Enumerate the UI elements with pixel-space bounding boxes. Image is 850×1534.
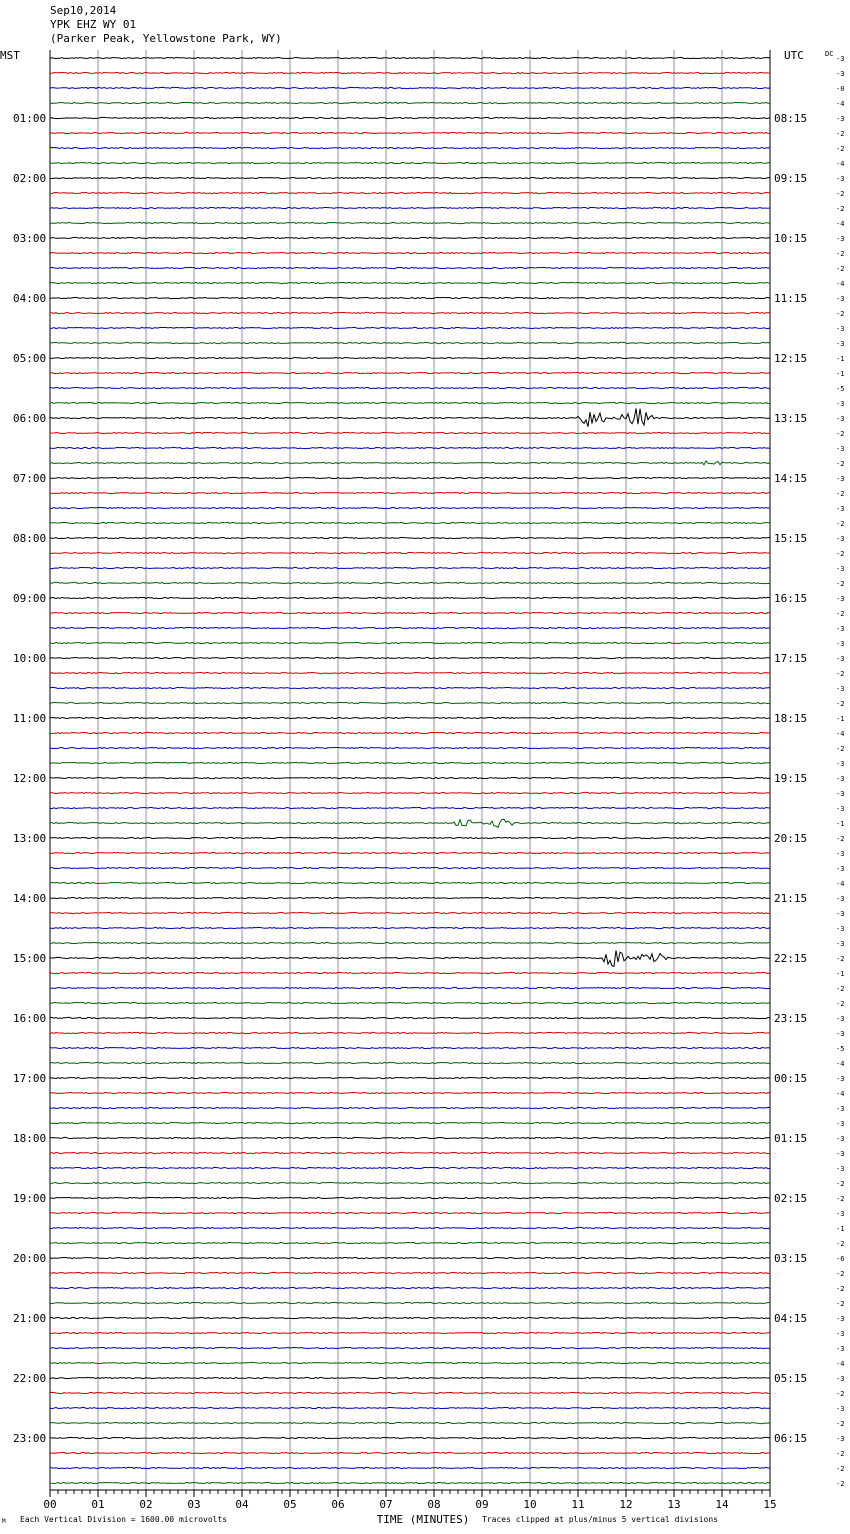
right-hour-label: 15:15 xyxy=(774,532,808,545)
left-hour-label: 03:00 xyxy=(13,232,47,245)
trace-row xyxy=(50,732,770,733)
x-tick-label: 12 xyxy=(619,1498,633,1511)
trace-row xyxy=(50,819,770,827)
left-hour-label: 10:00 xyxy=(13,652,47,665)
left-hour-label: 20:00 xyxy=(13,1252,47,1265)
dc-offset-label: -2 xyxy=(836,1180,845,1188)
x-tick-label: 04 xyxy=(235,1498,249,1511)
trace-row xyxy=(50,1077,770,1078)
trace-row xyxy=(50,327,770,328)
trace-row xyxy=(50,777,770,778)
dc-offset-label: -1 xyxy=(836,820,845,828)
trace-row xyxy=(50,1362,770,1363)
trace-row xyxy=(50,762,770,763)
trace-row xyxy=(50,942,770,943)
trace-row xyxy=(50,792,770,793)
right-hour-label: 17:15 xyxy=(774,652,808,665)
trace-row xyxy=(50,162,770,163)
trace-row xyxy=(50,1137,770,1138)
dc-offset-label: -2 xyxy=(836,745,845,753)
right-hour-label: 03:15 xyxy=(774,1252,808,1265)
dc-offset-label: -2 xyxy=(836,1420,845,1428)
dc-offset-label: -3 xyxy=(836,1210,845,1218)
x-tick-label: 14 xyxy=(715,1498,729,1511)
x-tick-label: 07 xyxy=(379,1498,393,1511)
trace-row xyxy=(50,747,770,748)
right-hour-label: 11:15 xyxy=(774,292,808,305)
dc-offset-label: -3 xyxy=(836,535,845,543)
trace-row xyxy=(50,342,770,343)
trace-row xyxy=(50,507,770,508)
trace-row xyxy=(50,657,770,658)
x-tick-label: 10 xyxy=(523,1498,537,1511)
left-hour-label: 13:00 xyxy=(13,832,47,845)
dc-offset-label: -3 xyxy=(836,1435,845,1443)
trace-row xyxy=(50,132,770,133)
dc-offset-label: -2 xyxy=(836,1480,845,1488)
dc-offset-label: -3 xyxy=(836,1330,845,1338)
dc-offset-label: -4 xyxy=(836,880,845,888)
dc-offset-label: -3 xyxy=(836,1315,845,1323)
right-hour-label: 19:15 xyxy=(774,772,808,785)
left-hour-label: 15:00 xyxy=(13,952,47,965)
dc-offset-label: -6 xyxy=(836,1255,845,1263)
dc-offset-label: -1 xyxy=(836,355,845,363)
dc-offset-label: -3 xyxy=(836,70,845,78)
dc-offset-label: -2 xyxy=(836,1270,845,1278)
trace-row xyxy=(50,1242,770,1243)
right-hour-label: 16:15 xyxy=(774,592,808,605)
trace-row xyxy=(50,1287,770,1288)
right-hour-label: 12:15 xyxy=(774,352,808,365)
dc-offset-label: -3 xyxy=(836,505,845,513)
trace-row xyxy=(50,192,770,193)
trace-row xyxy=(50,1002,770,1003)
dc-offset-label: -3 xyxy=(836,1030,845,1038)
right-hour-label: 01:15 xyxy=(774,1132,808,1145)
dc-offset-label: -2 xyxy=(836,1300,845,1308)
trace-row xyxy=(50,147,770,148)
dc-offset-label: -2 xyxy=(836,610,845,618)
dc-offset-label: -3 xyxy=(836,565,845,573)
dc-offset-label: -3 xyxy=(836,295,845,303)
dc-offset-label: -3 xyxy=(836,55,845,63)
left-hour-label: 16:00 xyxy=(13,1012,47,1025)
dc-offset-label: -2 xyxy=(836,130,845,138)
dc-offset-label: -3 xyxy=(836,1015,845,1023)
trace-row xyxy=(50,1017,770,1018)
dc-offset-label: -3 xyxy=(836,1375,845,1383)
dc-offset-label: -3 xyxy=(836,1075,845,1083)
trace-row xyxy=(50,432,770,433)
left-hour-label: 18:00 xyxy=(13,1132,47,1145)
left-hour-label: 06:00 xyxy=(13,412,47,425)
x-tick-label: 01 xyxy=(91,1498,105,1511)
dc-offset-label: -3 xyxy=(836,685,845,693)
dc-offset-label: -3 xyxy=(836,940,845,948)
trace-row xyxy=(50,372,770,373)
trace-row xyxy=(50,409,770,427)
dc-offset-label: -3 xyxy=(836,1405,845,1413)
dc-offset-label: -2 xyxy=(836,265,845,273)
trace-row xyxy=(50,447,770,448)
trace-row xyxy=(50,207,770,208)
left-hour-label: 23:00 xyxy=(13,1432,47,1445)
dc-offset-label: -3 xyxy=(836,400,845,408)
dc-offset-label: -3 xyxy=(836,910,845,918)
trace-row xyxy=(50,972,770,973)
trace-row xyxy=(50,237,770,238)
trace-row xyxy=(50,297,770,298)
dc-offset-label: -4 xyxy=(836,220,845,228)
dc-offset-label: -3 xyxy=(836,850,845,858)
trace-row xyxy=(50,837,770,838)
right-hour-label: 13:15 xyxy=(774,412,808,425)
dc-offset-label: -3 xyxy=(836,340,845,348)
trace-row xyxy=(50,1332,770,1333)
trace-row xyxy=(50,461,770,465)
dc-offset-label: -2 xyxy=(836,250,845,258)
dc-offset-label: -3 xyxy=(836,790,845,798)
x-axis-title: TIME (MINUTES) xyxy=(376,1513,470,1526)
trace-row xyxy=(50,1227,770,1228)
dc-offset-label: -2 xyxy=(836,520,845,528)
dc-offset-label: -0 xyxy=(836,85,845,93)
dc-offset-label: -3 xyxy=(836,1120,845,1128)
dc-offset-label: -2 xyxy=(836,835,845,843)
trace-row xyxy=(50,612,770,613)
dc-offset-label: -2 xyxy=(836,490,845,498)
dc-offset-label: -3 xyxy=(836,895,845,903)
trace-row xyxy=(50,567,770,568)
trace-row xyxy=(50,912,770,913)
dc-offset-label: -2 xyxy=(836,955,845,963)
right-hour-label: 06:15 xyxy=(774,1432,808,1445)
dc-offset-label: -5 xyxy=(836,1045,845,1053)
dc-offset-label: -1 xyxy=(836,370,845,378)
trace-row xyxy=(50,1377,770,1378)
dc-offset-label: -3 xyxy=(836,415,845,423)
trace-row xyxy=(50,582,770,583)
trace-row xyxy=(50,852,770,853)
left-hour-label: 08:00 xyxy=(13,532,47,545)
station-location: (Parker Peak, Yellowstone Park, WY) xyxy=(50,32,282,45)
left-hour-label: 12:00 xyxy=(13,772,47,785)
left-hour-label: 01:00 xyxy=(13,112,47,125)
right-hour-label: 08:15 xyxy=(774,112,808,125)
trace-row xyxy=(50,1107,770,1108)
dc-offset-label: -2 xyxy=(836,460,845,468)
scale-note: Each Vertical Division = 1600.00 microvolts xyxy=(20,1515,228,1524)
trace-row xyxy=(50,987,770,988)
dc-offset-label: -4 xyxy=(836,100,845,108)
right-hour-label: 09:15 xyxy=(774,172,808,185)
trace-row xyxy=(50,102,770,103)
clip-note: Traces clipped at plus/minus 5 vertical divisions xyxy=(482,1515,719,1524)
dc-offset-label: -3 xyxy=(836,625,845,633)
trace-row xyxy=(50,927,770,928)
x-tick-label: 15 xyxy=(763,1498,777,1511)
trace-row xyxy=(50,1032,770,1033)
dc-offset-label: -2 xyxy=(836,1285,845,1293)
trace-row xyxy=(50,222,770,223)
dc-offset-label: -3 xyxy=(836,655,845,663)
left-hour-label: 14:00 xyxy=(13,892,47,905)
dc-offset-label: -3 xyxy=(836,1150,845,1158)
trace-row xyxy=(50,267,770,268)
x-tick-label: 03 xyxy=(187,1498,201,1511)
trace-row xyxy=(50,1167,770,1168)
right-hour-label: 14:15 xyxy=(774,472,808,485)
trace-row xyxy=(50,950,770,966)
trace-row xyxy=(50,1347,770,1348)
dc-offset-label: -5 xyxy=(836,385,845,393)
trace-row xyxy=(50,642,770,643)
trace-row xyxy=(50,717,770,718)
left-hour-label: 04:00 xyxy=(13,292,47,305)
trace-row xyxy=(50,1047,770,1048)
trace-row xyxy=(50,1482,770,1483)
dc-offset-label: -3 xyxy=(836,775,845,783)
right-hour-label: 05:15 xyxy=(774,1372,808,1385)
traces xyxy=(50,57,770,1483)
x-tick-label: 11 xyxy=(571,1498,585,1511)
right-hour-label: 00:15 xyxy=(774,1072,808,1085)
dc-offset-label: -3 xyxy=(836,640,845,648)
trace-row xyxy=(50,402,770,403)
right-hour-label: 18:15 xyxy=(774,712,808,725)
dc-offset-label: -2 xyxy=(836,1195,845,1203)
right-hour-label: 20:15 xyxy=(774,832,808,845)
dc-offset-label: -4 xyxy=(836,160,845,168)
trace-row xyxy=(50,477,770,478)
trace-row xyxy=(50,252,770,253)
trace-row xyxy=(50,1272,770,1273)
trace-row xyxy=(50,117,770,118)
left-hour-label: 02:00 xyxy=(13,172,47,185)
station-code: YPK EHZ WY 01 xyxy=(50,18,137,31)
trace-row xyxy=(50,1392,770,1393)
labels xyxy=(13,50,844,1526)
trace-row xyxy=(50,1317,770,1318)
trace-row xyxy=(50,867,770,868)
left-hour-label: 11:00 xyxy=(13,712,47,725)
dc-offset-label: -2 xyxy=(836,145,845,153)
dc-offset-label: -2 xyxy=(836,1465,845,1473)
dc-offset-label: -3 xyxy=(836,235,845,243)
dc-offset-label: -1 xyxy=(836,970,845,978)
trace-row xyxy=(50,627,770,628)
corner-mark: M xyxy=(2,1518,6,1525)
right-hour-label: 21:15 xyxy=(774,892,808,905)
left-hour-label: 19:00 xyxy=(13,1192,47,1205)
right-timezone-label: UTC xyxy=(784,49,804,62)
trace-row xyxy=(50,1062,770,1063)
trace-row xyxy=(50,597,770,598)
dc-offset-label: -2 xyxy=(836,700,845,708)
dc-offset-label: -2 xyxy=(836,1240,845,1248)
dc-offset-label: -3 xyxy=(836,325,845,333)
trace-row xyxy=(50,1467,770,1468)
dc-offset-label: -3 xyxy=(836,115,845,123)
trace-row xyxy=(50,537,770,538)
dc-offset-label: -3 xyxy=(836,595,845,603)
trace-row xyxy=(50,87,770,88)
dc-offset-label: -3 xyxy=(836,760,845,768)
dc-offset-label: -2 xyxy=(836,580,845,588)
dc-offset-label: -4 xyxy=(836,1090,845,1098)
left-timezone-label: MST xyxy=(0,49,20,62)
dc-offset-label: -3 xyxy=(836,475,845,483)
trace-row xyxy=(50,1122,770,1123)
dc-offset-label: -1 xyxy=(836,1225,845,1233)
left-hour-label: 17:00 xyxy=(13,1072,47,1085)
dc-offset-label: -2 xyxy=(836,1390,845,1398)
x-tick-label: 13 xyxy=(667,1498,681,1511)
x-tick-label: 02 xyxy=(139,1498,153,1511)
left-hour-label: 09:00 xyxy=(13,592,47,605)
dc-offset-label: -2 xyxy=(836,430,845,438)
trace-row xyxy=(50,1257,770,1258)
trace-row xyxy=(50,552,770,553)
trace-row xyxy=(50,387,770,388)
trace-row xyxy=(50,897,770,898)
right-hour-label: 10:15 xyxy=(774,232,808,245)
trace-row xyxy=(50,882,770,883)
dc-offset-label: -2 xyxy=(836,310,845,318)
trace-row xyxy=(50,1152,770,1153)
right-hour-label: 23:15 xyxy=(774,1012,808,1025)
x-tick-label: 05 xyxy=(283,1498,297,1511)
dc-offset-label: -3 xyxy=(836,805,845,813)
trace-row xyxy=(50,72,770,73)
trace-row xyxy=(50,1452,770,1453)
grid xyxy=(50,50,770,1490)
trace-row xyxy=(50,1182,770,1183)
right-hour-label: 22:15 xyxy=(774,952,808,965)
trace-row xyxy=(50,1212,770,1213)
dc-offset-label: -2 xyxy=(836,670,845,678)
x-tick-label: 06 xyxy=(331,1498,345,1511)
dc-offset-label: -2 xyxy=(836,190,845,198)
dc-offset-label: -4 xyxy=(836,1360,845,1368)
trace-row xyxy=(50,1422,770,1423)
left-hour-label: 05:00 xyxy=(13,352,47,365)
trace-row xyxy=(50,1437,770,1438)
dc-offset-label: -4 xyxy=(836,1060,845,1068)
trace-row xyxy=(50,702,770,703)
left-hour-label: 22:00 xyxy=(13,1372,47,1385)
x-tick-label: 09 xyxy=(475,1498,489,1511)
trace-row xyxy=(50,672,770,673)
left-hour-label: 07:00 xyxy=(13,472,47,485)
trace-row xyxy=(50,57,770,58)
left-hour-label: 21:00 xyxy=(13,1312,47,1325)
dc-offset-label: -2 xyxy=(836,1450,845,1458)
trace-row xyxy=(50,522,770,523)
dc-offset-label: -3 xyxy=(836,175,845,183)
trace-row xyxy=(50,1302,770,1303)
trace-row xyxy=(50,282,770,283)
record-date: Sep10,2014 xyxy=(50,4,117,17)
dc-offset-label: -2 xyxy=(836,550,845,558)
dc-offset-label: -3 xyxy=(836,1105,845,1113)
dc-offset-label: -1 xyxy=(836,715,845,723)
dc-offset-label: -3 xyxy=(836,1345,845,1353)
dc-offset-label: -3 xyxy=(836,1135,845,1143)
trace-row xyxy=(50,807,770,808)
dc-offset-label: -4 xyxy=(836,730,845,738)
trace-row xyxy=(50,1092,770,1093)
dc-offset-label: -3 xyxy=(836,925,845,933)
dc-label: DC xyxy=(825,50,834,58)
trace-row xyxy=(50,492,770,493)
trace-row xyxy=(50,357,770,358)
x-tick-label: 00 xyxy=(43,1498,57,1511)
dc-offset-label: -3 xyxy=(836,1165,845,1173)
trace-row xyxy=(50,312,770,313)
dc-offset-label: -3 xyxy=(836,865,845,873)
dc-offset-label: -2 xyxy=(836,1000,845,1008)
trace-row xyxy=(50,1197,770,1198)
x-tick-label: 08 xyxy=(427,1498,441,1511)
dc-offset-label: -4 xyxy=(836,280,845,288)
trace-row xyxy=(50,1407,770,1408)
dc-offset-label: -2 xyxy=(836,985,845,993)
right-hour-label: 04:15 xyxy=(774,1312,808,1325)
trace-row xyxy=(50,177,770,178)
trace-row xyxy=(50,687,770,688)
dc-offset-label: -3 xyxy=(836,445,845,453)
right-hour-label: 02:15 xyxy=(774,1192,808,1205)
dc-offset-label: -2 xyxy=(836,205,845,213)
